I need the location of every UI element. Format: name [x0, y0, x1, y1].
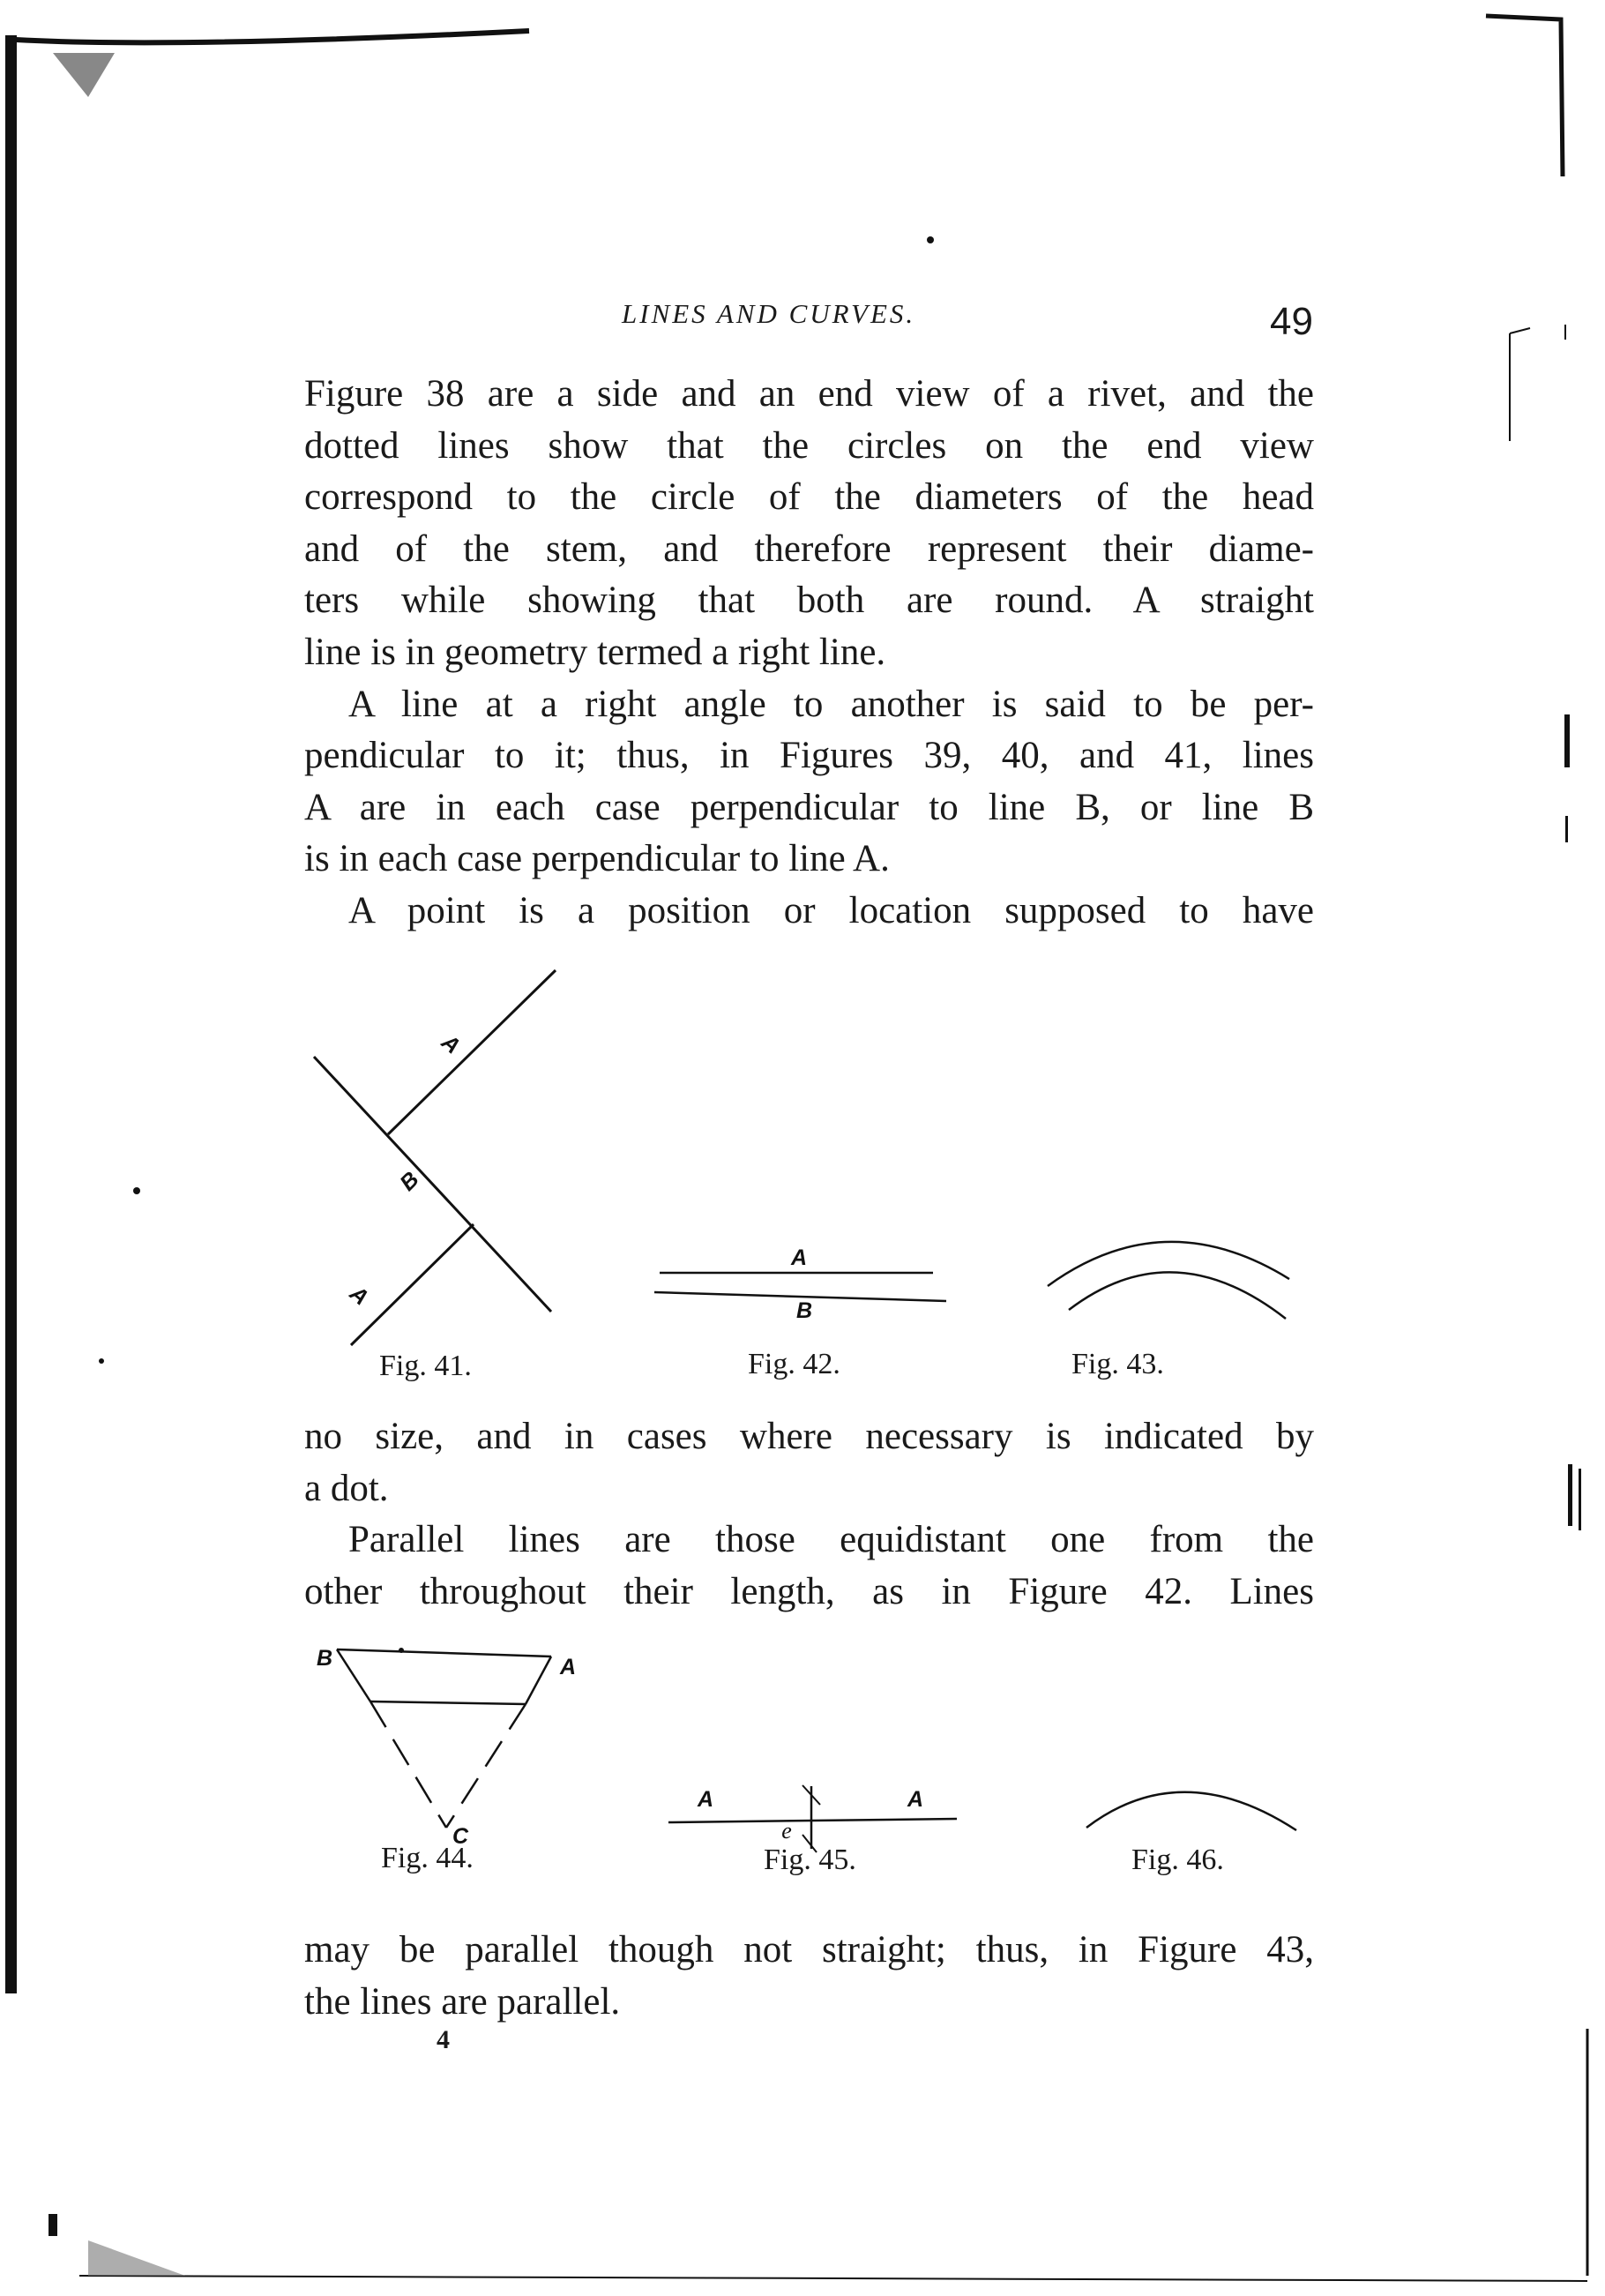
signature-mark: 4 — [437, 2025, 450, 2054]
fig-41-label-a-upper: A — [437, 1029, 466, 1059]
caption-fig-41: Fig. 41. — [379, 1350, 472, 1382]
fig-45-label-a-right: A — [907, 1787, 924, 1812]
fig-41-diagram — [314, 970, 556, 1345]
fig-44-diagram — [337, 1649, 551, 1828]
text-line: ters while showing that both are round. A straight — [304, 580, 1314, 622]
fig-44-mid-line — [370, 1701, 526, 1704]
text-line: A are in each case perpendicular to line B, or line B — [304, 786, 1314, 828]
text-line: and of the stem, and therefore represent their diame- — [304, 527, 1314, 570]
running-header: LINES AND CURVES. — [622, 298, 916, 329]
fig-44-top-line — [337, 1649, 551, 1657]
fig-46-arc — [1086, 1792, 1296, 1830]
text-line: A point is a position or location supposed to have — [348, 889, 1314, 931]
fig-41-label-a-lower: A — [345, 1281, 374, 1311]
fig-43-arc-outer — [1048, 1242, 1289, 1286]
fig-44-dashed-right — [446, 1704, 526, 1828]
text-line: pendicular to it; thus, in Figures 39, 40, and 41, lines — [304, 735, 1314, 777]
text-line: no size, and in cases where necessary is indicated by — [304, 1416, 1314, 1457]
fig-44-label-b: B — [316, 1646, 333, 1671]
fig-42-diagram — [654, 1273, 946, 1301]
text-line: Parallel lines are those equidistant one from the — [348, 1519, 1314, 1561]
fig-41-label-b: B — [395, 1167, 424, 1196]
fig-43-diagram — [1048, 1242, 1289, 1319]
text-line: the lines are parallel. — [304, 1980, 621, 2023]
fig-45-label-a-left: A — [697, 1787, 714, 1812]
text-line: is in each case perpendicular to line A. — [304, 838, 890, 880]
text-line: Figure 38 are a side and an end view of a rivet, and the — [304, 373, 1314, 415]
fig-44-left-side — [337, 1649, 370, 1701]
fig-42-label-a: A — [790, 1245, 808, 1270]
fig-46-diagram — [1086, 1792, 1296, 1830]
caption-fig-46: Fig. 46. — [1131, 1844, 1224, 1876]
fig-44-right-side — [526, 1657, 551, 1704]
text-line: a dot. — [304, 1467, 389, 1509]
fig-41-line-a-lower — [351, 1224, 474, 1345]
fig-41-line-b — [314, 1057, 551, 1312]
fig-44-label-a: A — [559, 1655, 577, 1679]
text-line: correspond to the circle of the diameters of the head — [304, 476, 1314, 519]
fig-44-dashed-left — [370, 1701, 446, 1828]
text-line: A line at a right angle to another is said to be per- — [348, 683, 1314, 725]
fig-43-arc-inner — [1069, 1272, 1286, 1319]
caption-fig-44: Fig. 44. — [381, 1842, 474, 1874]
caption-fig-43: Fig. 43. — [1071, 1348, 1164, 1380]
caption-fig-45: Fig. 45. — [764, 1844, 856, 1876]
text-line: dotted lines show that the circles on the end view — [304, 424, 1314, 467]
text-line: may be parallel though not straight; thus, in Figure 43, — [304, 1929, 1314, 1971]
fig-42-label-b: B — [795, 1298, 813, 1323]
scan-edge-marks — [5, 16, 1587, 2281]
page-number: 49 — [1270, 300, 1313, 343]
caption-fig-42: Fig. 42. — [748, 1348, 840, 1380]
fig-41-line-a-upper — [388, 970, 556, 1134]
fig-45-line-aa — [668, 1819, 957, 1822]
text-line: other throughout their length, as in Figure 42. Lines — [304, 1570, 1314, 1612]
fig-44-label-c: C — [452, 1824, 469, 1849]
fig-45-label-e: e — [781, 1818, 792, 1844]
text-line: line is in geometry termed a right line. — [304, 631, 886, 673]
